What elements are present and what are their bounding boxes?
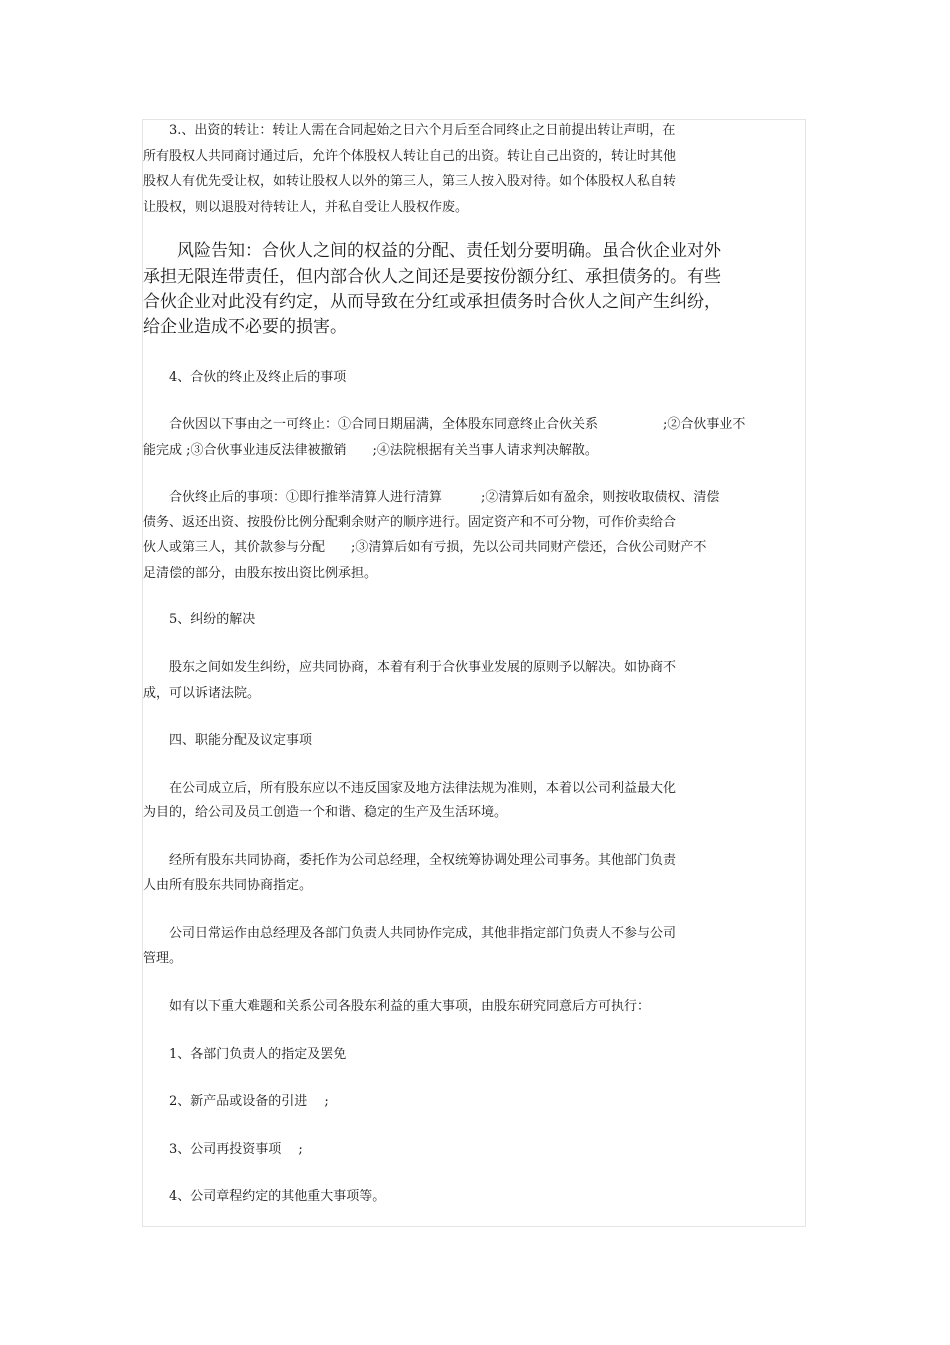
paragraph-line: 经所有股东共同协商，委托作为公司总经理，全权统筹协调处理公司事务。其他部门负责 bbox=[143, 853, 677, 868]
paragraph-line: 合伙终止后的事项：①即行推举清算人进行清算 ;②清算后如有盈余，则按收取债权、清偿 bbox=[143, 490, 720, 505]
list-item: 2、新产品或设备的引进 ; bbox=[143, 1094, 329, 1109]
list-item: 3、公司再投资事项 ; bbox=[143, 1142, 303, 1157]
paragraph-line: 伙人或第三人，其价款参与分配 ;③清算后如有亏损，先以公司共同财产偿还，合伙公司财产不 bbox=[143, 540, 707, 555]
paragraph-line: 股权人有优先受让权，如转让股权人以外的第三人，第三人按入股对待。如个体股权人私自转 bbox=[143, 174, 677, 189]
paragraph-line: 在公司成立后，所有股东应以不违反国家及地方法律法规为准则，本着以公司利益最大化 bbox=[143, 781, 677, 796]
paragraph-line: 能完成 ;③合伙事业违反法律被撤销 ;④法院根据有关当事人请求判决解散。 bbox=[143, 443, 598, 458]
paragraph-line: 公司日常运作由总经理及各部门负责人共同协作完成，其他非指定部门负责人不参与公司 bbox=[143, 926, 677, 941]
risk-notice-line: 承担无限连带责任，但内部合伙人之间还是要按份额分红、承担债务的。有些 bbox=[143, 267, 721, 287]
risk-notice-line: 给企业造成不必要的损害。 bbox=[143, 317, 347, 337]
paragraph-line: 人由所有股东共同协商指定。 bbox=[143, 878, 313, 893]
paragraph-line: 管理。 bbox=[143, 951, 183, 966]
paragraph-line: 股东之间如发生纠纷，应共同协商，本着有利于合伙事业发展的原则予以解决。如协商不 bbox=[143, 660, 677, 675]
risk-notice-line: 合伙企业对此没有约定，从而导致在分红或承担债务时合伙人之间产生纠纷， bbox=[143, 292, 721, 312]
paragraph-line: 如有以下重大难题和关系公司各股东利益的重大事项，由股东研究同意后方可执行： bbox=[143, 999, 651, 1014]
paragraph-line: 3.、出资的转让：转让人需在合同起始之日六个月后至合同终止之日前提出转让声明，在 bbox=[143, 123, 676, 138]
paragraph-line: 为目的，给公司及员工创造一个和谐、稳定的生产及生活环境。 bbox=[143, 805, 508, 820]
risk-notice-line: 风险告知：合伙人之间的权益的分配、责任划分要明确。虽合伙企业对外 bbox=[143, 241, 721, 261]
list-item: 4、公司章程约定的其他重大事项等。 bbox=[143, 1189, 386, 1204]
section-heading: 四、职能分配及议定事项 bbox=[143, 733, 313, 748]
paragraph-line: 足清偿的部分，由股东按出资比例承担。 bbox=[143, 566, 378, 581]
section-heading: 5、纠纷的解决 bbox=[143, 612, 256, 627]
list-item: 1、各部门负责人的指定及罢免 bbox=[143, 1047, 347, 1062]
paragraph-line: 合伙因以下事由之一可终止：①合同日期届满，全体股东同意终止合伙关系 ;②合伙事业不 bbox=[143, 417, 746, 432]
paragraph-line: 所有股权人共同商讨通过后，允许个体股权人转让自己的出资。转让自己出资的，转让时其他 bbox=[143, 149, 677, 164]
paragraph-line: 成，可以诉诸法院。 bbox=[143, 686, 261, 701]
section-heading: 4、合伙的终止及终止后的事项 bbox=[143, 370, 347, 385]
paragraph-line: 债务、返还出资、按股份比例分配剩余财产的顺序进行。固定资产和不可分物，可作价卖给合 bbox=[143, 515, 677, 530]
paragraph-line: 让股权，则以退股对待转让人，并私自受让人股权作废。 bbox=[143, 200, 469, 215]
